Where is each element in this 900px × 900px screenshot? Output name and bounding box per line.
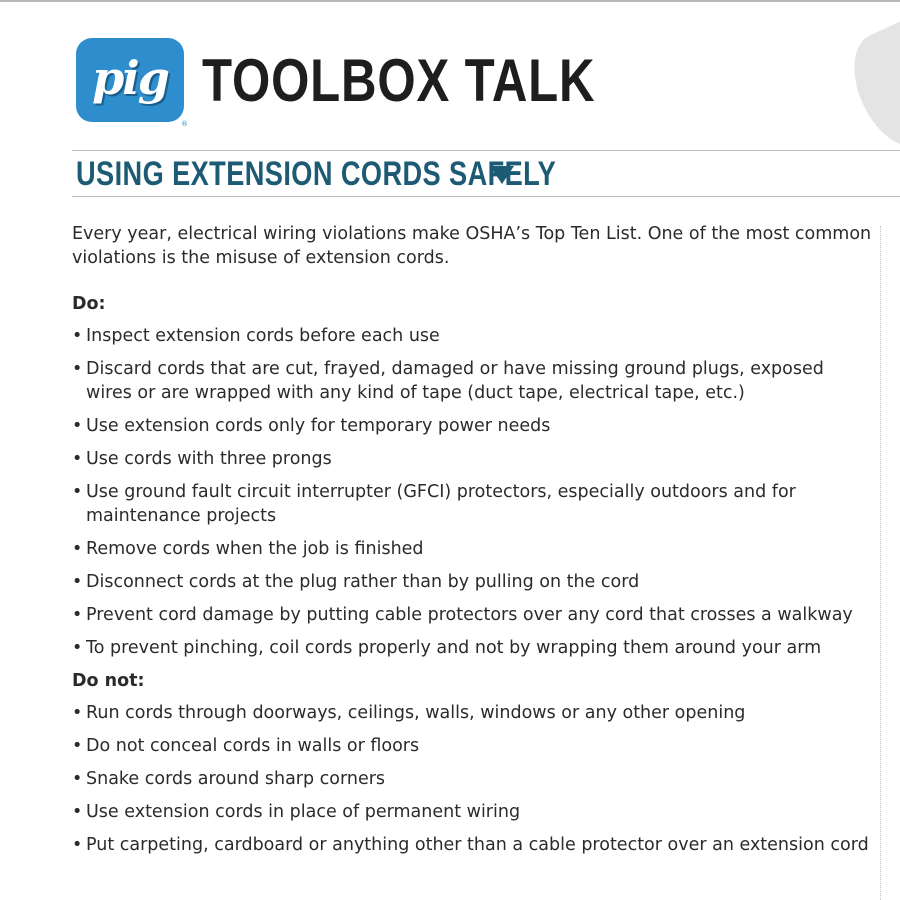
decorative-corner-shape — [838, 21, 900, 159]
section-title: USING EXTENSION CORDS SAFELY — [76, 155, 557, 193]
intro-paragraph: Every year, electrical wiring violations make OSHA’s Top Ten List. One of the most common violations is the misuse of extension cords. — [72, 224, 872, 268]
do-not-list-item: • Do not conceal cords in walls or floors — [72, 734, 872, 758]
logo-text: pig — [92, 51, 168, 105]
do-list — [72, 324, 872, 660]
do-not-list — [72, 701, 872, 857]
do-not-list-item: • Run cords through doorways, ceilings, walls, windows or any other opening — [72, 701, 872, 725]
document-body — [72, 222, 872, 866]
do-not-list-item: • Put carpeting, cardboard or anything other than a cable protector over an extension cord — [72, 833, 872, 857]
do-not-list-item: • Snake cords around sharp corners — [72, 767, 872, 791]
top-border — [0, 0, 900, 2]
page-title: TOOLBOX TALK — [202, 47, 596, 114]
do-not-list-item: • Use extension cords in place of permanent wiring — [72, 800, 872, 824]
section-rule-top — [72, 150, 900, 151]
do-heading: Do: — [72, 294, 106, 314]
triangle-down-icon — [490, 166, 514, 184]
do-list-item: • Use cords with three prongs — [72, 447, 872, 471]
do-list-item: • Discard cords that are cut, frayed, damaged or have missing ground plugs, exposed wires or are wrapped with any kind of tape (duct tape, electrical tape, etc.) — [72, 357, 872, 405]
do-list-item: • Prevent cord damage by putting cable protectors over any cord that crosses a walkway — [72, 603, 872, 627]
do-list-item: • Disconnect cords at the plug rather than by pulling on the cord — [72, 570, 872, 594]
do-list-item: • Use ground fault circuit interrupter (GFCI) protectors, especially outdoors and for maintenance projects — [72, 480, 872, 528]
do-list-item: • To prevent pinching, coil cords properly and not by wrapping them around your arm — [72, 636, 872, 660]
registered-mark: ® — [181, 120, 188, 128]
do-list-item: • Remove cords when the job is finished — [72, 537, 872, 561]
section-rule-bottom — [72, 196, 900, 197]
do-not-heading: Do not: — [72, 671, 145, 691]
pig-logo — [76, 38, 188, 128]
do-list-item: • Inspect extension cords before each use — [72, 324, 872, 348]
dotted-divider — [880, 226, 881, 900]
do-list-item: • Use extension cords only for temporary power needs — [72, 414, 872, 438]
